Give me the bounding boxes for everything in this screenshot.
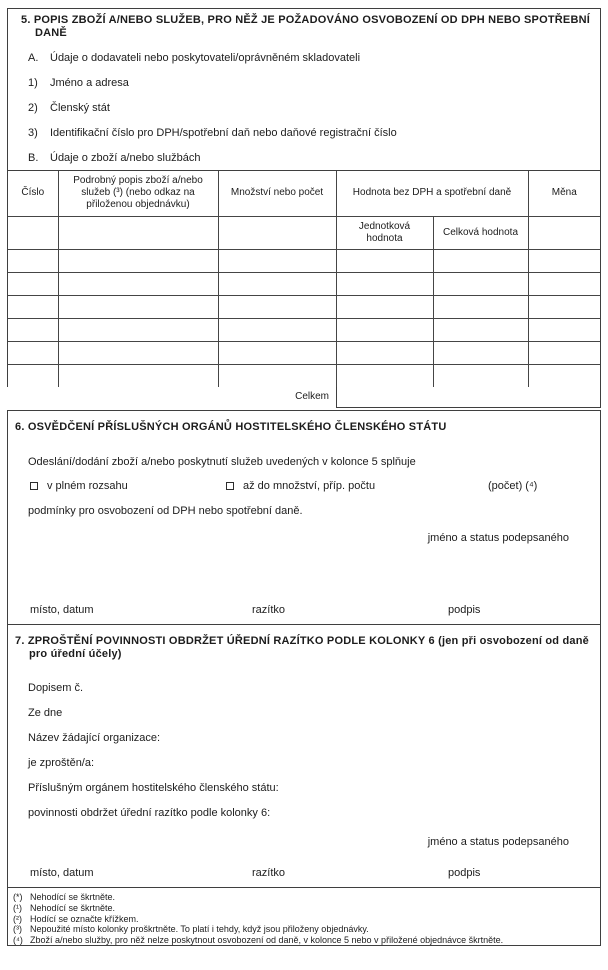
item-text: Údaje o dodavateli nebo poskytovateli/oprávněném skladovateli	[50, 52, 361, 64]
empty-cell	[433, 272, 528, 295]
empty-cell	[218, 272, 336, 295]
signature-label: podpis	[448, 604, 481, 616]
item-text: Jméno a adresa	[50, 77, 129, 89]
footnote	[13, 892, 592, 903]
footnote-marker: (⁴)	[13, 935, 23, 946]
goods-table	[8, 171, 600, 387]
footnote-marker: (*)	[13, 892, 23, 902]
count-label: (počet) (⁴)	[488, 480, 538, 492]
checkbox-icon	[226, 482, 234, 490]
empty-cell	[218, 295, 336, 318]
section-5-item-name-address	[28, 77, 590, 90]
section-5-item-goods-services	[28, 152, 590, 165]
empty-cell	[58, 364, 218, 387]
footnotes-box	[7, 887, 601, 946]
footnote	[13, 924, 592, 935]
empty-cell	[8, 341, 58, 364]
empty-cell	[528, 295, 600, 318]
empty-cell	[336, 272, 433, 295]
section-5-text-area	[8, 9, 600, 171]
empty-cell	[8, 249, 58, 272]
table-row	[8, 364, 600, 387]
section-6-title: 6. OSVĚDČENÍ PŘÍSLUŠNÝCH ORGÁNŮ HOSTITELSKÉHO ČLENSKÉHO STÁTU	[15, 421, 447, 433]
footnote-text: Nepoužité místo kolonky proškrtněte. To platí i tehdy, když jsou přiloženy objednávky.	[30, 924, 369, 935]
section-5-item-supplier	[28, 52, 590, 65]
footnote	[13, 935, 592, 946]
letter-number-label: Dopisem č.	[28, 682, 84, 694]
empty-cell	[218, 364, 336, 387]
item-label: 2)	[28, 102, 38, 114]
item-label: 1)	[28, 77, 38, 89]
col-header-mnozstvi: Množství nebo počet	[218, 171, 336, 216]
place-date-label: místo, datum	[30, 867, 94, 879]
empty-cell	[336, 318, 433, 341]
section-5-item-vat-number	[28, 127, 590, 140]
goods-table-header-row	[8, 171, 600, 216]
empty-cell	[528, 318, 600, 341]
stamp-label: razítko	[252, 867, 286, 879]
empty-cell	[336, 249, 433, 272]
section-5-item-member-state	[28, 102, 590, 115]
col-header-mena: Měna	[528, 171, 600, 216]
empty-cell	[433, 249, 528, 272]
empty-cell	[58, 216, 218, 249]
empty-cell	[218, 341, 336, 364]
item-label: A.	[28, 52, 39, 64]
item-text: Identifikační číslo pro DPH/spotřební daň nebo daňové registrační číslo	[50, 127, 397, 139]
empty-cell	[336, 341, 433, 364]
empty-cell	[8, 272, 58, 295]
letter-date-label: Ze dne	[28, 707, 63, 719]
empty-cell	[528, 364, 600, 387]
empty-cell	[528, 341, 600, 364]
table-row	[8, 341, 600, 364]
footnote-marker: (¹)	[13, 902, 22, 913]
table-row	[8, 318, 600, 341]
place-date-label: místo, datum	[30, 604, 94, 616]
subcol-header-celkova: Celková hodnota	[433, 216, 528, 249]
section-7-title: 7. ZPROŠTĚNÍ POVINNOSTI OBDRŽET ÚŘEDNÍ RAZÍTKO PODLE KOLONKY 6 (jen při osvobození od daně pro úřední účely)	[15, 635, 589, 660]
option-full-extent	[30, 480, 226, 493]
empty-cell	[58, 272, 218, 295]
total-row	[7, 387, 601, 408]
footnote-marker: (³)	[13, 924, 22, 935]
signer-name-status-label: jméno a status podepsaného	[427, 836, 569, 848]
empty-cell	[8, 295, 58, 318]
stamp-label: razítko	[252, 604, 286, 616]
col-header-hodnota: Hodnota bez DPH a spotřební daně	[336, 171, 528, 216]
section-6-conditions: podmínky pro osvobození od DPH nebo spotřební daně.	[28, 505, 303, 517]
col-header-cislo: Číslo	[8, 171, 58, 216]
checkbox-icon	[30, 482, 38, 490]
table-row	[8, 249, 600, 272]
footnote-text: Nehodící se škrtněte.	[30, 902, 116, 913]
goods-table-subheader-row	[8, 216, 600, 249]
empty-cell	[528, 272, 600, 295]
section-6-options-row	[8, 480, 600, 493]
item-label: B.	[28, 152, 39, 164]
empty-cell	[433, 295, 528, 318]
empty-cell	[433, 318, 528, 341]
subcol-header-jednotkova: Jednotková hodnota	[336, 216, 433, 249]
competent-authority-label: Příslušným orgánem hostitelského členského státu:	[28, 782, 279, 794]
empty-cell	[433, 341, 528, 364]
exempted-label: je zproštěn/a:	[28, 757, 95, 769]
section-5-box	[7, 8, 601, 387]
item-text: Údaje o zboží a/nebo službách	[50, 152, 201, 164]
col-header-popis: Podrobný popis zboží a/nebo služeb (³) (nebo odkaz na přiloženou objednávku)	[58, 171, 218, 216]
footnote	[13, 903, 592, 914]
option-up-to-quantity	[226, 480, 488, 493]
total-value-cell	[336, 387, 601, 408]
empty-cell	[8, 364, 58, 387]
organization-name-label: Název žádající organizace:	[28, 732, 161, 744]
empty-cell	[336, 364, 433, 387]
footnote-text: Hodící se označte křížkem.	[30, 913, 139, 924]
footnote-marker: (²)	[13, 913, 22, 924]
empty-cell	[218, 318, 336, 341]
option-full-label: v plném rozsahu	[47, 480, 128, 492]
item-text: Členský stát	[50, 102, 110, 114]
empty-cell	[58, 341, 218, 364]
empty-cell	[528, 249, 600, 272]
signature-label: podpis	[448, 867, 481, 879]
option-partial-label: až do množství, příp. počtu	[243, 480, 376, 492]
table-row	[8, 272, 600, 295]
section-6-box	[7, 410, 601, 625]
empty-cell	[58, 318, 218, 341]
footnote-text: Zboží a/nebo služby, pro něž nelze poskytnout osvobození od daně, v kolonce 5 nebo v přiložené objednávce škrtněte.	[30, 935, 504, 946]
empty-cell	[218, 216, 336, 249]
empty-cell	[58, 295, 218, 318]
section-6-intro: Odeslání/dodání zboží a/nebo poskytnutí služeb uvedených v kolonce 5 splňuje	[28, 456, 416, 468]
total-label: Celkem	[295, 391, 329, 402]
empty-cell	[433, 364, 528, 387]
signer-name-status-label: jméno a status podepsaného	[427, 532, 569, 544]
table-row	[8, 295, 600, 318]
empty-cell	[8, 318, 58, 341]
empty-cell	[218, 249, 336, 272]
footnote-text: Nehodící se škrtněte.	[30, 892, 116, 902]
empty-cell	[58, 249, 218, 272]
footnote	[13, 914, 592, 925]
section-5-title: 5. POPIS ZBOŽÍ A/NEBO SLUŽEB, PRO NĚŽ JE POŽADOVÁNO OSVOBOZENÍ OD DPH NEBO SPOTŘEBNÍ DANĚ	[21, 14, 590, 39]
obligation-label: povinnosti obdržet úřední razítko podle kolonky 6:	[28, 807, 271, 819]
item-label: 3)	[28, 127, 38, 139]
section-7-box	[7, 624, 601, 888]
section-6-signature-row	[8, 604, 600, 616]
empty-cell	[528, 216, 600, 249]
section-7-signature-row	[8, 867, 600, 879]
empty-cell	[336, 295, 433, 318]
empty-cell	[8, 216, 58, 249]
